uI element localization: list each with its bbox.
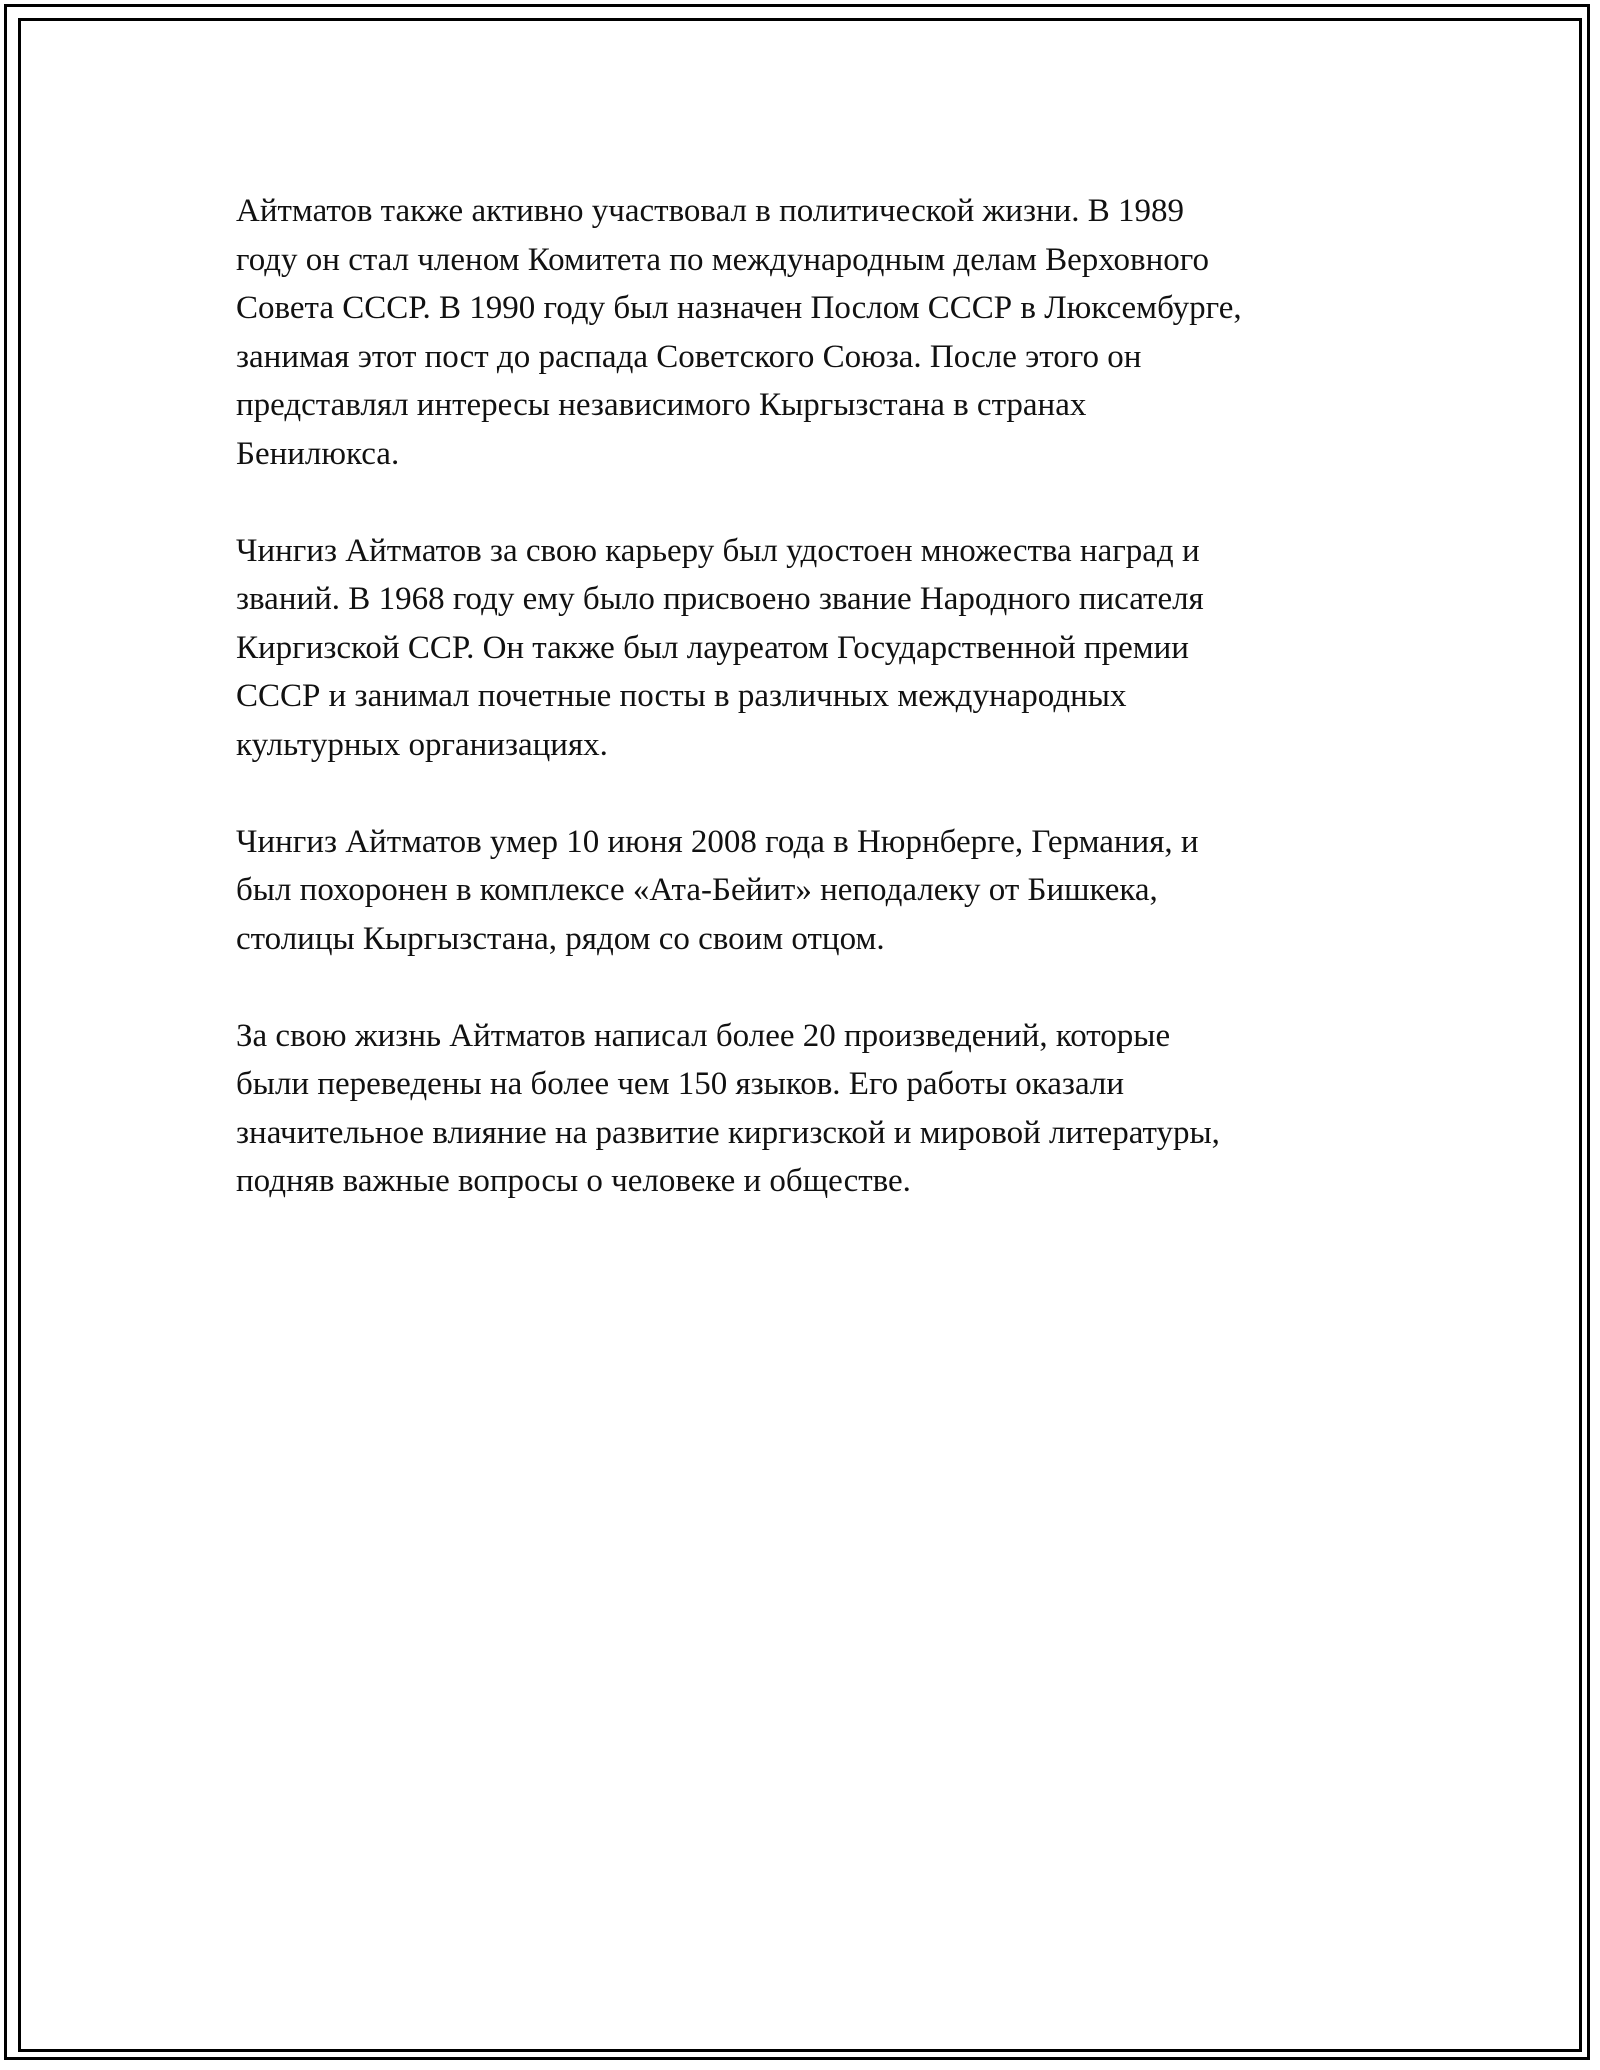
paragraph-political-life: Айтматов также активно участвовал в политической жизни. В 1989 году он стал членом Комитета по международным делам Верховного Совета СССР. В 1990 году был назначен Послом СССР в Люксембурге, занимая этот пост до распада Советского Союза. После этого он представлял интересы независимого Кыргызстана в странах Бенилюкса. xyxy=(236,193,1242,472)
paragraph-awards: Чингиз Айтматов за свою карьеру был удостоен множества наград и званий. В 1968 году ему было присвоено звание Народного писателя Киргизской ССР. Он также был лауреатом Государственной премии СССР и занимал почетные посты в различных международных культурных организациях. xyxy=(236,532,1204,763)
paragraph-legacy: За свою жизнь Айтматов написал более 20 произведений, которые были переведены на более чем 150 языков. Его работы оказали значительное влияние на развитие киргизской и мировой литературы, подняв важные вопросы о человеке и обществе. xyxy=(236,1017,1220,1199)
document-body xyxy=(236,187,1376,1254)
paragraph-death: Чингиз Айтматов умер 10 июня 2008 года в Нюрнберге, Германия, и был похоронен в комплексе «Ата-Бейит» неподалеку от Бишкека, столицы Кыргызстана, рядом со своим отцом. xyxy=(236,823,1199,957)
